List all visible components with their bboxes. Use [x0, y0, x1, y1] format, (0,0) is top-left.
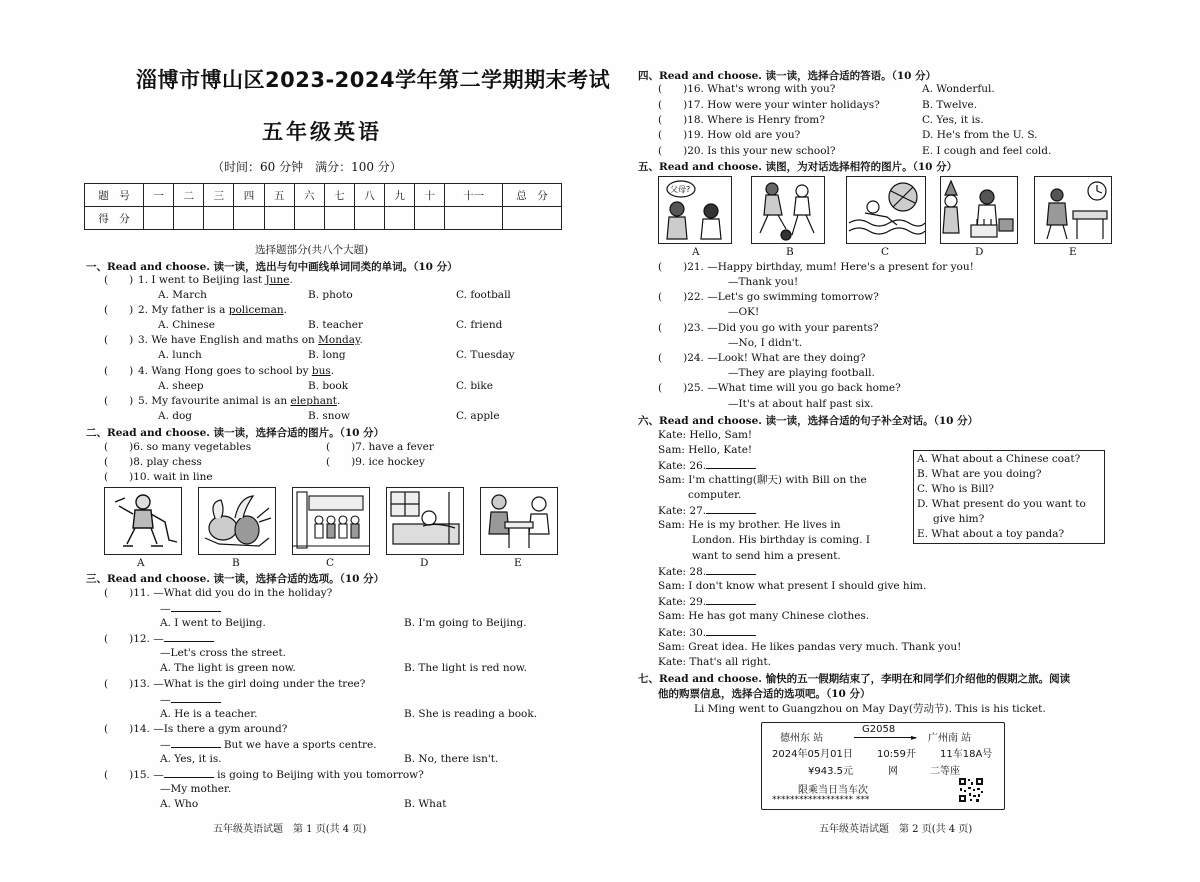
- score-input-cell[interactable]: [385, 207, 415, 230]
- score-table: [84, 183, 562, 230]
- answer-blank[interactable]: [171, 692, 221, 703]
- picture-playing-football: [751, 176, 825, 244]
- dialogue-line-28: [658, 564, 756, 580]
- question-19[interactable]: ( )19. How old are you?: [658, 129, 801, 141]
- underlined-word: elephant: [290, 395, 337, 407]
- picture-letter-c: C: [326, 557, 335, 569]
- answer-paren[interactable]: ( ): [104, 304, 134, 316]
- picture-swimming: [846, 176, 926, 244]
- time-info: （时间：60 分钟 满分：100 分）: [212, 160, 402, 174]
- answer-blank[interactable]: [706, 458, 756, 469]
- picture-letter-b: B: [786, 246, 794, 258]
- question-21-reply: —Thank you!: [728, 276, 799, 288]
- option-a[interactable]: A. March: [158, 289, 207, 301]
- score-input-cell[interactable]: [445, 207, 503, 230]
- ticket-id: ****************** ***: [772, 795, 870, 805]
- dialogue-line: Sam: He is my brother. He lives in: [658, 519, 841, 531]
- score-cell: 八: [354, 184, 384, 207]
- score-input-cell[interactable]: [144, 207, 174, 230]
- dialogue-line: Sam: Hello, Kate!: [658, 444, 753, 456]
- question-text: [138, 333, 363, 348]
- answer-blank[interactable]: [706, 503, 756, 514]
- dialogue-line: want to send him a present.: [692, 550, 841, 562]
- question-15-text: ( )15. —: [104, 769, 164, 781]
- question-17[interactable]: ( )17. How were your winter holidays?: [658, 99, 880, 111]
- dialogue-text: Kate: 26.: [658, 460, 707, 472]
- ticket-to-station: 广州南 站: [928, 733, 972, 744]
- option-a[interactable]: A. Yes, it is.: [160, 753, 222, 765]
- picture-letter-b: B: [232, 557, 240, 569]
- question-12-reply: —Let's cross the street.: [160, 647, 286, 659]
- option-b[interactable]: B. The light is red now.: [404, 662, 528, 674]
- option-a[interactable]: A. lunch: [158, 349, 202, 361]
- question-7[interactable]: ( )7. have a fever: [326, 441, 434, 453]
- option-b[interactable]: B. She is reading a book.: [404, 708, 538, 720]
- section-7-intro: Li Ming went to Guangzhou on May Day(劳动节). This is his ticket.: [694, 703, 1046, 715]
- sentence-option-e[interactable]: E. What about a toy panda?: [917, 528, 1065, 540]
- ticket-arrow: [854, 737, 916, 738]
- answer-paren[interactable]: ( ): [104, 365, 134, 377]
- answer-paren[interactable]: ( ): [104, 334, 134, 346]
- picture-have-a-fever: [386, 487, 464, 555]
- answer-blank[interactable]: [171, 601, 221, 612]
- dialogue-line: Kate: That's all right.: [658, 656, 772, 668]
- section-4-heading: 四、Read and choose. 读一读，选择合适的答语。（10 分）: [638, 70, 937, 82]
- answer-blank[interactable]: [706, 594, 756, 605]
- score-cell: 二: [174, 184, 204, 207]
- score-input-cell[interactable]: [415, 207, 445, 230]
- dialogue-line: Kate: Hello, Sam!: [658, 429, 753, 441]
- score-input-cell[interactable]: [354, 207, 384, 230]
- question-text-pre: 4. Wang Hong goes to school by: [138, 365, 312, 377]
- dialogue-text: Kate: 28.: [658, 566, 707, 578]
- picture-going-home-clock: [1034, 176, 1112, 244]
- dialogue-line-26: [658, 458, 756, 474]
- dialogue-line: computer.: [688, 489, 742, 501]
- dialogue-line: Sam: I don't know what present I should give him.: [658, 580, 927, 592]
- score-cell: 九: [385, 184, 415, 207]
- ticket-date: 2024年05月01日: [772, 749, 853, 760]
- score-table-score-row: [85, 207, 562, 230]
- train-ticket: [761, 722, 1005, 810]
- question-24-reply: —They are playing football.: [728, 367, 875, 379]
- answer-blank[interactable]: [164, 767, 214, 778]
- score-cell: 十一: [445, 184, 503, 207]
- ticket-note: 限乘当日当车次: [798, 785, 868, 796]
- score-input-cell[interactable]: [174, 207, 204, 230]
- underlined-word: Monday: [318, 334, 360, 346]
- question-10[interactable]: ( )10. wait in line: [104, 471, 213, 483]
- question-11-reply: [160, 601, 221, 617]
- picture-wait-in-line: [292, 487, 370, 555]
- option-c[interactable]: C. friend: [456, 319, 503, 331]
- option-b[interactable]: B. teacher: [308, 319, 363, 331]
- sentence-option-a[interactable]: A. What about a Chinese coat?: [917, 453, 1081, 465]
- dash: —: [160, 739, 171, 751]
- question-text: [138, 364, 334, 379]
- score-cell: 四: [234, 184, 264, 207]
- underlined-word: policeman: [228, 304, 284, 316]
- score-cell: 七: [324, 184, 354, 207]
- option-a[interactable]: A. He is a teacher.: [160, 708, 258, 720]
- question-24[interactable]: ( )24. —Look! What are they doing?: [658, 352, 866, 364]
- dialogue-line-30: [658, 625, 756, 641]
- page-footer: 五年级英语试题 第 2 页(共 4 页): [819, 824, 973, 835]
- exam-subtitle: 五年级英语: [262, 120, 382, 144]
- score-cell: 五: [264, 184, 294, 207]
- dialogue-line: Sam: I'm chatting(聊天) with Bill on the: [658, 474, 867, 486]
- dialogue-line: Sam: Great idea. He likes pandas very much. Thank you!: [658, 641, 962, 653]
- question-9[interactable]: ( )9. ice hockey: [326, 456, 425, 468]
- option-a[interactable]: A. dog: [158, 410, 193, 422]
- dialogue-text: Kate: 27.: [658, 505, 707, 517]
- picture-letter-a: A: [137, 557, 145, 569]
- dialogue-text: Kate: 30.: [658, 627, 707, 639]
- dialogue-line: Sam: He has got many Chinese clothes.: [658, 610, 870, 622]
- score-cell: 六: [294, 184, 324, 207]
- dialogue-text: Kate: 29.: [658, 596, 707, 608]
- question-text-pre: 1. I went to Beijing last: [138, 274, 266, 286]
- underlined-word: June: [265, 274, 290, 286]
- sentence-option-d-cont: give him?: [933, 513, 985, 525]
- question-20[interactable]: ( )20. Is this your new school?: [658, 145, 836, 157]
- question-21[interactable]: ( )21. —Happy birthday, mum! Here's a present for you!: [658, 261, 974, 273]
- reply-text: But we have a sports centre.: [220, 739, 377, 751]
- question-text-post: .: [289, 274, 293, 286]
- picture-letter-a: A: [692, 246, 700, 258]
- answer-blank[interactable]: [706, 625, 756, 636]
- score-cell: 总 分: [503, 184, 562, 207]
- question-23[interactable]: ( )23. —Did you go with your parents?: [658, 322, 879, 334]
- answer-option[interactable]: B. Twelve.: [922, 99, 978, 111]
- question-16[interactable]: ( )16. What's wrong with you?: [658, 83, 836, 95]
- question-15-reply: —My mother.: [160, 783, 232, 795]
- answer-option[interactable]: D. He's from the U. S.: [922, 129, 1038, 141]
- answer-paren[interactable]: ( ): [104, 395, 134, 407]
- answer-paren[interactable]: ( ): [104, 274, 134, 286]
- score-cell: 得 分: [85, 207, 144, 230]
- option-a[interactable]: A. I went to Beijing.: [160, 617, 266, 629]
- ticket-from-station: 德州东 站: [780, 733, 824, 744]
- question-12[interactable]: [104, 631, 214, 647]
- answer-option[interactable]: A. Wonderful.: [922, 83, 995, 95]
- picture-letter-d: D: [420, 557, 429, 569]
- dialogue-line-29: [658, 594, 756, 610]
- question-text: [138, 303, 287, 318]
- option-b[interactable]: B. What: [404, 798, 447, 810]
- dialogue-line-27: [658, 503, 756, 519]
- section-6-heading: 六、Read and choose. 读一读，选择合适的句子补全对话。（10 分）: [638, 415, 979, 427]
- picture-talking-parents: [658, 176, 732, 244]
- sentence-option-c[interactable]: C. Who is Bill?: [917, 483, 995, 495]
- question-18[interactable]: ( )18. Where is Henry from?: [658, 114, 825, 126]
- option-c[interactable]: C. bike: [456, 380, 493, 392]
- section-1-heading: 一、Read and choose. 读一读，选出与句中画线单词同类的单词。（10 分）: [86, 261, 458, 273]
- question-25-reply: —It's at about half past six.: [728, 398, 874, 410]
- question-15-text-post: is going to Beijing with you tomorrow?: [213, 769, 424, 781]
- ticket-channel: 网: [888, 766, 898, 777]
- question-text-pre: 5. My favourite animal is an: [138, 395, 291, 407]
- answer-option[interactable]: E. I cough and feel cold.: [922, 145, 1052, 157]
- question-25[interactable]: ( )25. —What time will you go back home?: [658, 382, 901, 394]
- picture-birthday: [940, 176, 1018, 244]
- score-cell: 十: [415, 184, 445, 207]
- dash: —: [160, 694, 171, 706]
- question-23-reply: —No, I didn't.: [728, 337, 803, 349]
- question-22[interactable]: ( )22. —Let's go swimming tomorrow?: [658, 291, 879, 303]
- question-6[interactable]: ( )6. so many vegetables: [104, 441, 252, 453]
- option-a[interactable]: A. Who: [160, 798, 199, 810]
- question-text: [138, 273, 293, 288]
- section-5-heading: 五、Read and choose. 读图，为对话选择相符的图片。（10 分）: [638, 161, 958, 173]
- dash: —: [160, 603, 171, 615]
- ticket-class: 二等座: [930, 766, 960, 777]
- option-c[interactable]: C. Tuesday: [456, 349, 515, 361]
- score-input-cell[interactable]: [204, 207, 234, 230]
- section-3-heading: 三、Read and choose. 读一读，选择合适的选项。（10 分）: [86, 573, 385, 585]
- option-a[interactable]: A. The light is green now.: [160, 662, 296, 674]
- option-c[interactable]: C. apple: [456, 410, 500, 422]
- score-cell: 一: [144, 184, 174, 207]
- score-input-cell[interactable]: [264, 207, 294, 230]
- dialogue-line: London. His birthday is coming. I: [692, 534, 871, 546]
- question-text-post: .: [336, 395, 341, 407]
- question-15[interactable]: [104, 767, 424, 783]
- score-table-header-row: [85, 184, 562, 207]
- question-text-post: .: [359, 334, 363, 346]
- sentence-option-b[interactable]: B. What are you doing?: [917, 468, 1042, 480]
- option-a[interactable]: A. sheep: [158, 380, 204, 392]
- option-b[interactable]: B. long: [308, 349, 346, 361]
- option-b[interactable]: B. No, there isn't.: [404, 753, 499, 765]
- ticket-price: ¥943.5元: [808, 766, 853, 777]
- page-footer: 五年级英语试题 第 1 页(共 4 页): [213, 824, 367, 835]
- question-13-reply: [160, 692, 221, 708]
- ticket-seat: 11车18A号: [940, 749, 993, 760]
- question-text-post: .: [283, 304, 287, 316]
- score-cell: 题 号: [85, 184, 144, 207]
- sentence-options-box: [913, 450, 1105, 544]
- question-text-pre: 2. My father is a: [138, 304, 229, 316]
- question-13[interactable]: ( )13. —What is the girl doing under the tree?: [104, 678, 366, 690]
- question-11[interactable]: ( )11. —What did you do in the holiday?: [104, 587, 333, 599]
- arrow-head-icon: ►: [911, 733, 918, 742]
- question-22-reply: —OK!: [728, 306, 760, 318]
- part-heading: 选择题部分(共八个大题): [255, 244, 369, 256]
- question-14[interactable]: ( )14. —Is there a gym around?: [104, 723, 288, 735]
- picture-vegetables: [198, 487, 276, 555]
- option-a[interactable]: A. Chinese: [158, 319, 215, 331]
- answer-option[interactable]: C. Yes, it is.: [922, 114, 984, 126]
- question-text-pre: 3. We have English and maths on: [138, 334, 319, 346]
- option-b[interactable]: B. I'm going to Beijing.: [404, 617, 527, 629]
- question-text: [138, 394, 340, 409]
- score-input-cell[interactable]: [324, 207, 354, 230]
- answer-blank[interactable]: [171, 737, 221, 748]
- question-12-text: ( )12. —: [104, 633, 164, 645]
- right-page: [600, 0, 1200, 882]
- section-7-heading-cont: 他的购票信息，选择合适的选项吧。（10 分）: [658, 688, 871, 700]
- score-cell: 三: [204, 184, 234, 207]
- score-input-cell[interactable]: [294, 207, 324, 230]
- picture-letter-e: E: [1069, 246, 1077, 258]
- question-text-post: .: [330, 365, 335, 377]
- qr-code-icon: [958, 777, 984, 803]
- section-2-heading: 二、Read and choose. 读一读，选择合适的图片。（10 分）: [86, 427, 385, 439]
- option-b[interactable]: B. snow: [308, 410, 350, 422]
- underlined-word: bus: [311, 365, 331, 377]
- exam-title: 淄博市博山区2023-2024学年第二学期期末考试: [136, 68, 611, 92]
- question-14-reply: [160, 737, 377, 753]
- section-7-heading: 七、Read and choose. 愉快的五一假期结束了，李明在和同学们介绍他的假期之旅。阅读: [638, 673, 1071, 685]
- option-b[interactable]: B. photo: [308, 289, 353, 301]
- question-8[interactable]: ( )8. play chess: [104, 456, 202, 468]
- score-input-cell[interactable]: [503, 207, 562, 230]
- option-c[interactable]: C. football: [456, 289, 511, 301]
- ticket-time: 10:59开: [877, 749, 916, 760]
- picture-letter-e: E: [514, 557, 522, 569]
- answer-blank[interactable]: [164, 631, 214, 642]
- picture-letter-c: C: [881, 246, 890, 258]
- answer-blank[interactable]: [706, 564, 756, 575]
- picture-ice-hockey: [104, 487, 182, 555]
- picture-letter-d: D: [975, 246, 984, 258]
- picture-play-chess: [480, 487, 558, 555]
- sentence-option-d[interactable]: D. What present do you want to: [917, 498, 1086, 510]
- option-b[interactable]: B. book: [308, 380, 349, 392]
- ticket-train-number: G2058: [862, 724, 896, 735]
- speech-bubble-text: 父母?: [670, 185, 691, 194]
- score-input-cell[interactable]: [234, 207, 264, 230]
